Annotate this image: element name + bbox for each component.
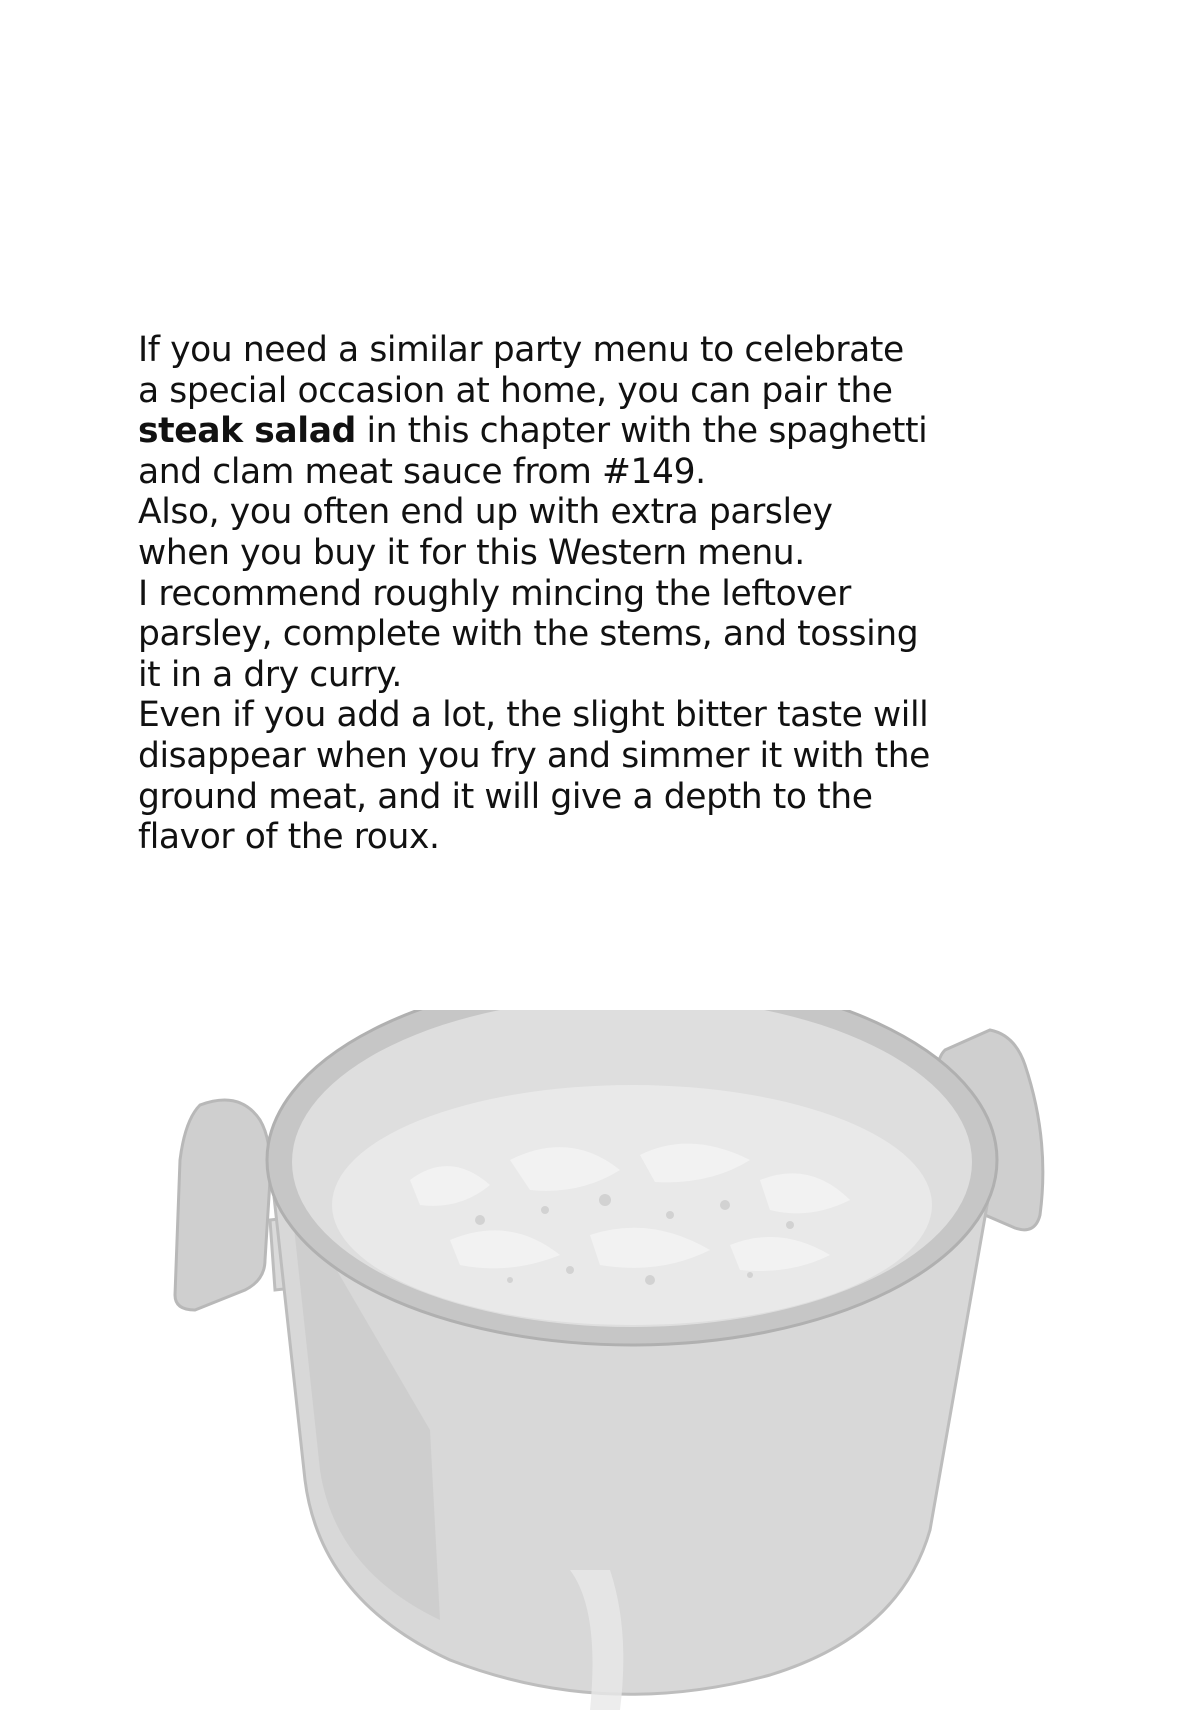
text-line: [138, 452, 978, 493]
text-line: [138, 330, 978, 371]
text-line: [138, 695, 978, 736]
text-line-content: parsley, complete with the stems, and tossing: [138, 614, 919, 655]
text-line-content: when you buy it for this Western menu.: [138, 532, 805, 573]
text-line: [138, 533, 978, 574]
text-line-content: I recommend roughly mincing the leftover: [138, 573, 851, 614]
text-line-content: in this chapter with the spaghetti: [355, 411, 928, 452]
body-text: [138, 330, 978, 858]
text-line: [138, 614, 978, 655]
text-line: [138, 492, 978, 533]
text-line-content: it in a dry curry.: [138, 654, 402, 695]
text-line: [138, 411, 978, 452]
text-line-content: Also, you often end up with extra parsley: [138, 492, 833, 533]
text-line: [138, 777, 978, 818]
text-line-content: a special occasion at home, you can pair the: [138, 370, 893, 411]
text-line-content: and clam meat sauce from #149.: [138, 451, 706, 492]
text-line: [138, 736, 978, 777]
text-line-content: Even if you add a lot, the slight bitter taste will: [138, 695, 929, 736]
cooking-pot-icon: [150, 1010, 1100, 1710]
text-line: [138, 817, 978, 858]
text-line-content: flavor of the roux.: [138, 817, 440, 858]
text-line-content: If you need a similar party menu to celebrate: [138, 330, 904, 370]
bold-phrase: steak salad: [138, 411, 356, 452]
text-line: [138, 655, 978, 696]
text-line-content: ground meat, and it will give a depth to the: [138, 776, 873, 817]
pot-left-handle: [175, 1100, 270, 1310]
text-line-content: disappear when you fry and simmer it with the: [138, 735, 931, 776]
text-line: [138, 371, 978, 412]
text-line: [138, 574, 978, 615]
